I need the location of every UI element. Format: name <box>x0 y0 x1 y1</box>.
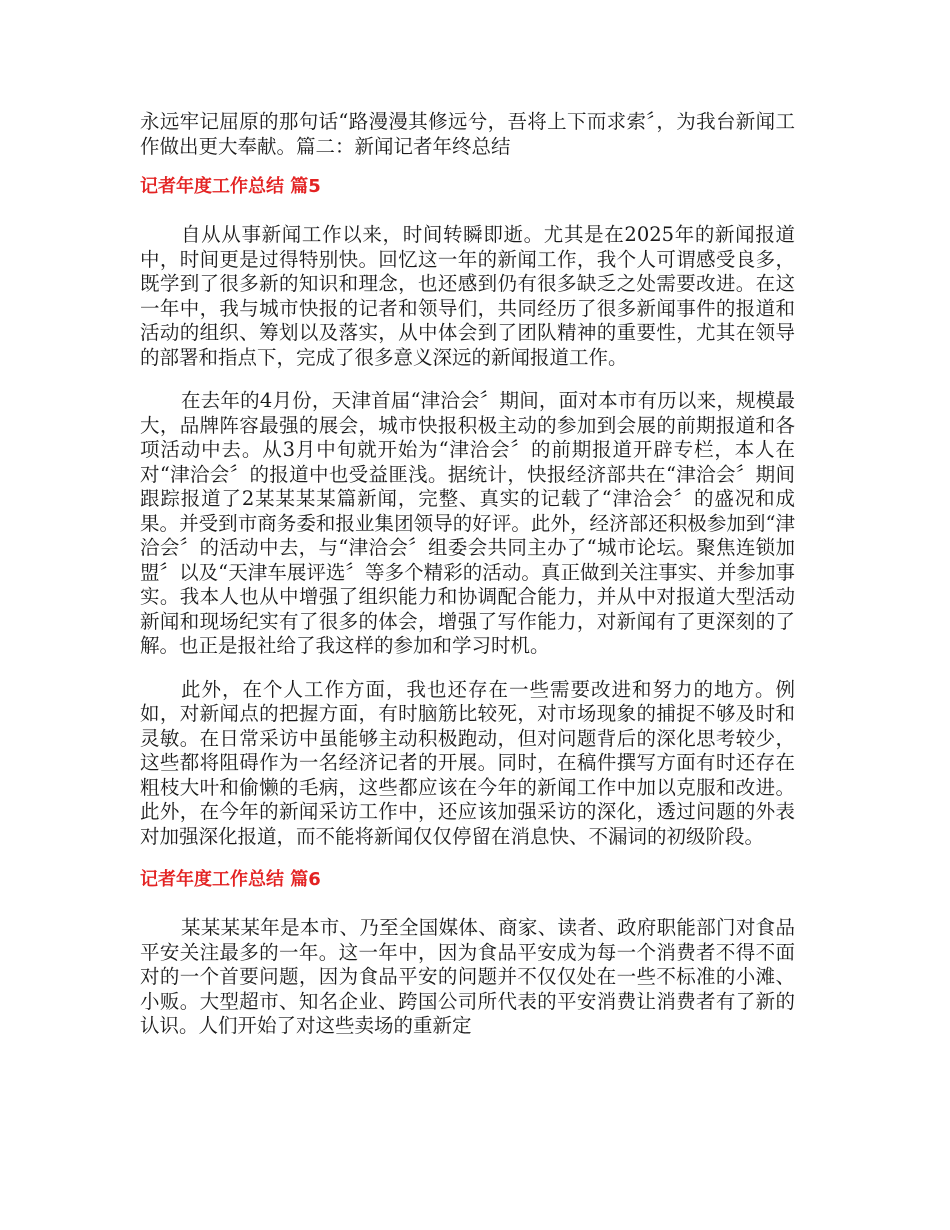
section-5-paragraph-2: 在去年的4月份，天津首届“津洽会〞期间，面对本市有历以来，规模最大，品牌阵容最强的展会，城市快报积极主动的参加到会展的前期报道和各项活动中去。从3月中旬就开始为“津洽会〞的前期报道开辟专栏，本人在对“津洽会〞的报道中也受益匪浅。据统计，快报经济部共在“津洽会〞期间跟踪报道了2某某某某篇新闻，完整、真实的记载了“津洽会〞的盛况和成果。并受到市商务委和报业集团领导的好评。此外，经济部还积极参加到“津洽会〞的活动中去，与“津洽会〞组委会共同主办了“城市论坛。聚焦连锁加盟〞以及“天津车展评选〞等多个精彩的活动。真正做到关注事实、并参加事实。我本人也从中增强了组织能力和协调配合能力，并从中对报道大型活动新闻和现场纪实有了很多的体会，增强了写作能力，对新闻有了更深刻的了解。也正是报社给了我这样的参加和学习时机。 <box>140 389 795 657</box>
document-page <box>140 110 795 1058</box>
section-5-paragraph-1: 自从从事新闻工作以来，时间转瞬即逝。尤其是在2025年的新闻报道中，时间更是过得特别快。回忆这一年的新闻工作，我个人可谓感受良多，既学到了很多新的知识和理念，也还感到仍有很多缺乏之处需要改进。在这一年中，我与城市快报的记者和领导们，共同经历了很多新闻事件的报道和活动的组织、筹划以及落实，从中体会到了团队精神的重要性，尤其在领导的部署和指点下，完成了很多意义深远的新闻报道工作。 <box>140 223 795 369</box>
intro-paragraph: 永远牢记屈原的那句话“路漫漫其修远兮，吾将上下而求索〞，为我台新闻工作做出更大奉献。篇二：新闻记者年终总结 <box>140 110 795 158</box>
section-6-paragraph-1: 某某某某年是本市、乃至全国媒体、商家、读者、政府职能部门对食品平安关注最多的一年。这一年中，因为食品平安成为每一个消费者不得不面对的一个首要问题，因为食品平安的问题并不仅仅处在一些不标准的小滩、小贩。大型超市、知名企业、跨国公司所代表的平安消费让消费者有了新的认识。人们开始了对这些卖场的重新定 <box>140 916 795 1037</box>
section-5-heading: 记者年度工作总结 篇5 <box>140 176 321 197</box>
section-6-heading: 记者年度工作总结 篇6 <box>140 869 321 890</box>
section-5-paragraph-3: 此外，在个人工作方面，我也还存在一些需要改进和努力的地方。例如，对新闻点的把握方面，有时脑筋比较死，对市场现象的捕捉不够及时和灵敏。在日常采访中虽能够主动积极跑动，但对问题背后的深化思考较少，这些都将阻碍作为一名经济记者的开展。同时，在稿件撰写方面有时还存在粗枝大叶和偷懒的毛病，这些都应该在今年的新闻工作中加以克服和改进。此外，在今年的新闻采访工作中，还应该加强采访的深化，透过问题的外表对加强深化报道，而不能将新闻仅仅停留在消息快、不漏词的初级阶段。 <box>140 677 795 848</box>
